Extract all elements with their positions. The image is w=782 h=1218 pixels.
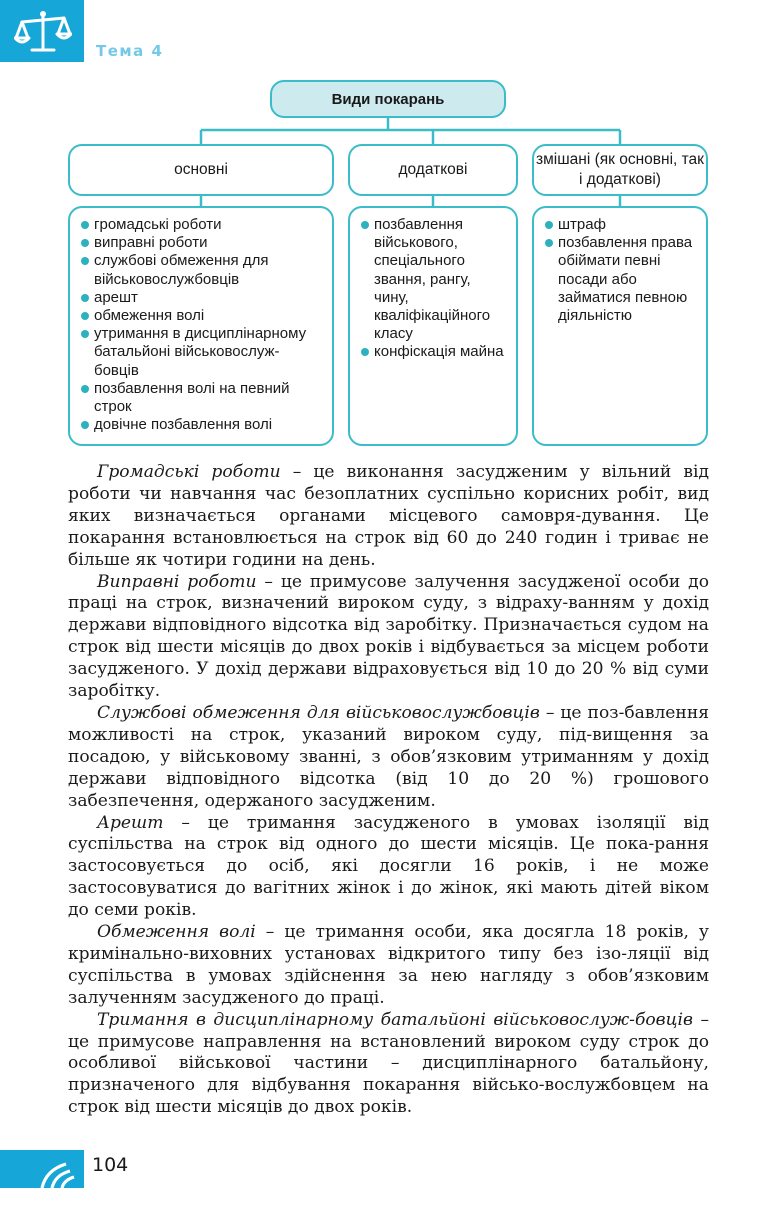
category-additional-title: додаткові [398,161,468,178]
term: Обмеження волі [97,922,256,943]
list-item: позбавлення волі на певний строк [80,380,324,416]
paragraph-public-works [68,462,709,572]
list-item: конфіскація майна [360,343,508,361]
term: Службові обмеження для військовослужбовців [97,702,540,723]
category-mixed-title: змішані (як основні, так і додаткові) [536,151,704,188]
diagram-root-box [270,80,506,118]
paragraph-arrest [68,813,709,923]
topic-label: Тема 4 [96,42,164,60]
category-additional-box [348,144,518,196]
category-main-box [68,144,334,196]
list-item: службові обмеження для військовослужбовців [80,252,324,288]
paragraph-service-restrictions [68,703,709,813]
additional-punishments-list [348,206,518,446]
term: Громадські роботи [97,462,281,482]
paragraph-disciplinary-battalion [68,1010,709,1120]
definition: – це виконання засудженим у вільний від роботи чи навчання час безоплатних суспільно корисних робіт, вид яких визначається органами місцевого самовря-дування. Це покарання встановлюється на строк від 60 до 240 годин і триває не більше як чотири години на день. [68,462,709,570]
list-item: обмеження волі [80,307,324,325]
list-item: позбавлення права обіймати певні посади або займатися певною діяльністю [544,234,698,325]
main-punishments-list [68,206,334,446]
list-item: утримання в дисциплінарному батальйоні військовослуж-бовців [80,325,324,380]
definition: – це тримання особи, яка досягла 18 років, у кримінально-виховних установах відкритого типу без ізо-ляції від суспільства в умовах здійснення за нею нагляду з обов’язковим залученням засудженого до праці. [68,922,709,1008]
definition: – це примусове направлення на встановлений вироком суду строк до особливої військової частини – дисциплінарного батальйону, призначеного для відбування покарання військо-вослужбовцем на строк від шести місяців до двох років. [68,1009,709,1118]
category-mixed-box [532,144,708,196]
term: Тримання в дисциплінарному батальйоні військовослуж-бовців [97,1009,693,1030]
list-item: позбавлення військового, спеціального звання, рангу, чину, кваліфікаційного класу [360,216,508,343]
arc-waves-icon [0,1150,84,1188]
paragraph-restriction-of-liberty [68,922,709,1010]
list-item: штраф [544,216,698,234]
list-item: виправні роботи [80,234,324,252]
definition: – це поз-бавлення можливості на строк, указаний вироком суду, під-вищення за посадою, у військовому званні, з обов’язковим утриманням у дохід держави відповідного відсотка (від 10 до 20 %) грошового забезпечення, одержаного засудженим. [68,702,709,811]
definition: – це тримання засудженого в умовах ізоляції від суспільства на строк від одного до шести місяців. Це пока-рання застосовується до осіб, які досягли 16 років, і не може застосовуватися до вагітних жінок і до жінок, які мають дітей віком до семи років. [68,812,709,921]
category-main-title: основні [174,161,228,178]
term: Виправні роботи [97,571,257,592]
page-number: 104 [92,1154,129,1176]
list-item: громадські роботи [80,216,324,234]
diagram-root-title: Види покарань [331,90,445,108]
mixed-punishments-list [532,206,708,446]
list-item: арешт [80,289,324,307]
term: Арешт [97,812,164,833]
paragraph-correctional-works [68,572,709,703]
list-item: довічне позбавлення волі [80,416,324,434]
body-text [68,462,709,1119]
definition: – це примусове залучення засудженої особи до праці на строк, визначений вироком суду, з відраху-ванням у дохід держави відповідного відсотка від заробітку. Призначається судом на строк від шести місяців до двох років і відбувається за місцем роботи засудженого. У дохід держави відраховується від 10 до 20 % від суми заробітку. [68,571,709,702]
